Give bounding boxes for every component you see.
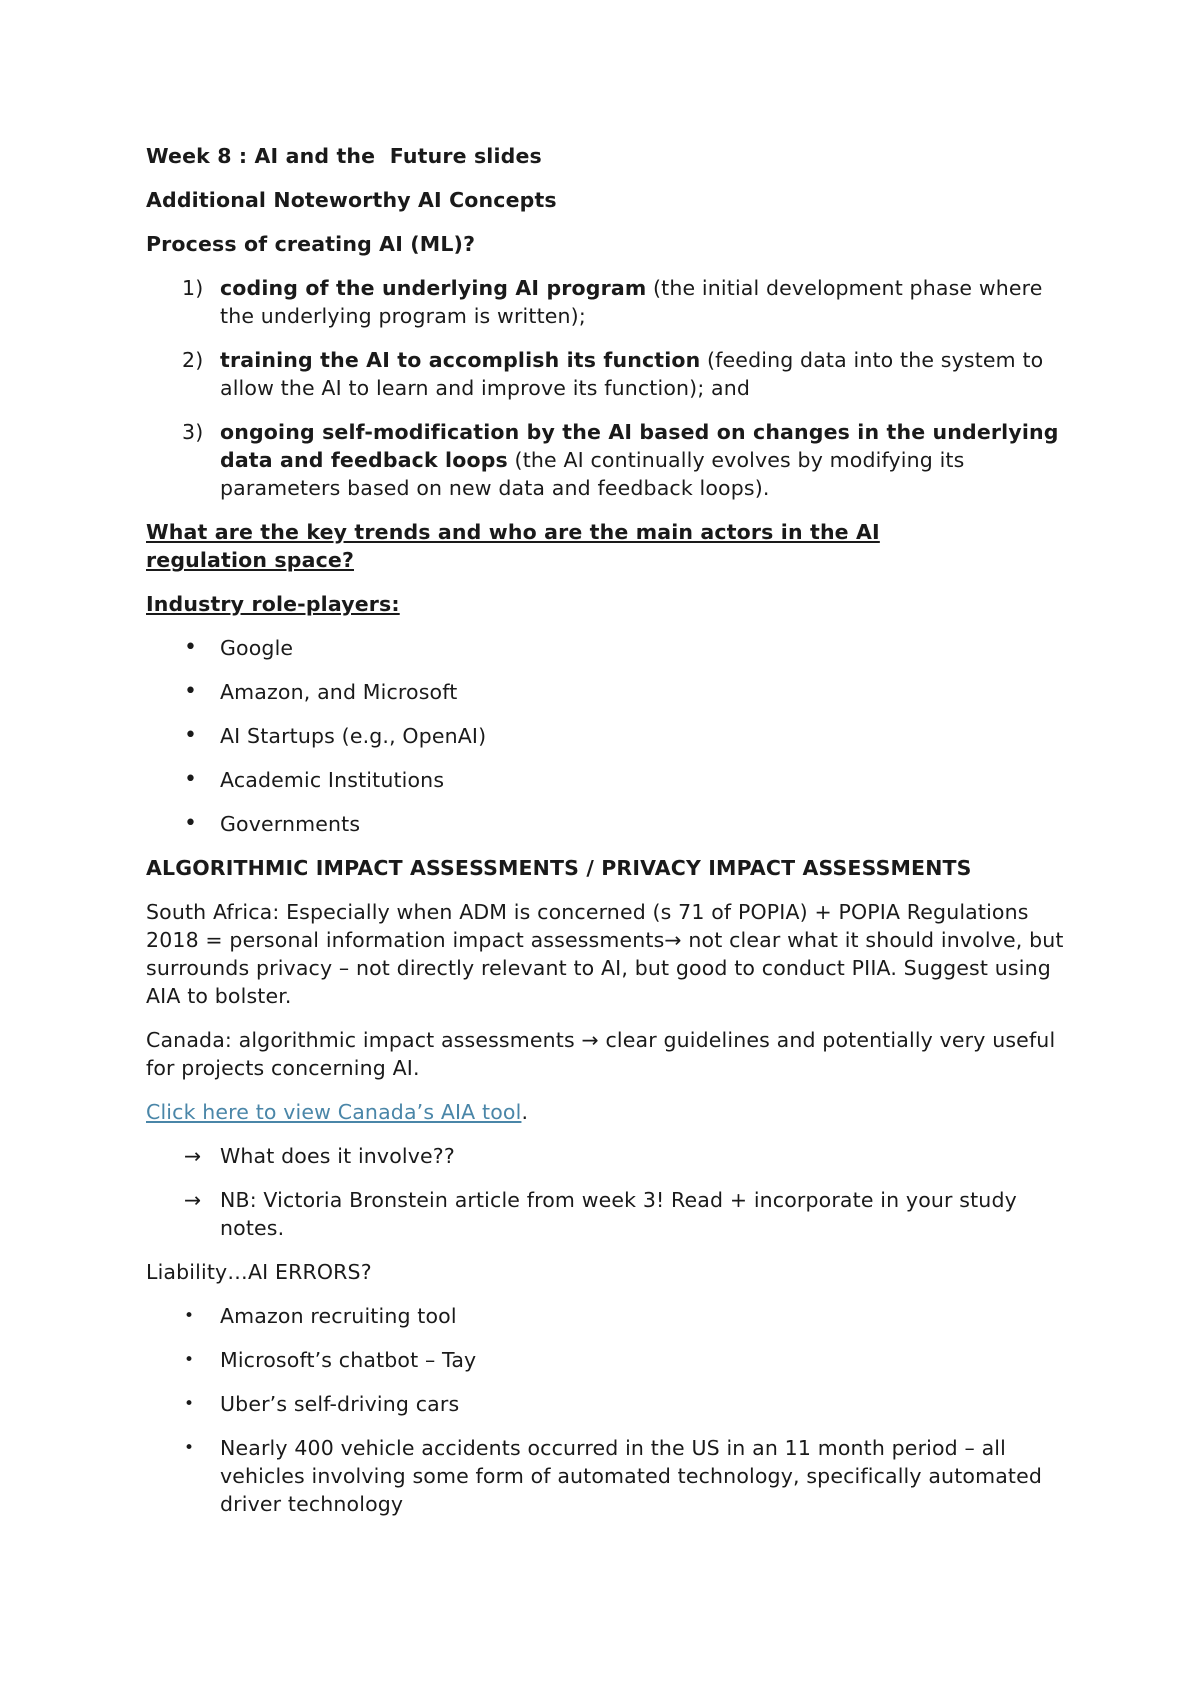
list-item-text: Microsoft’s chatbot – Tay [220, 1348, 477, 1372]
list-item [146, 810, 1066, 838]
list-number: 1) [182, 276, 204, 300]
list-number: 2) [182, 348, 204, 372]
step-text: (feeding data into the system to allow the AI to learn and improve its function); and [220, 348, 1044, 400]
canada-aia-tool-link[interactable]: Click here to view Canada’s AIA tool [146, 1100, 522, 1124]
process-list [146, 274, 1066, 502]
document-body [146, 142, 1066, 1534]
bullet-icon: • [184, 679, 198, 704]
list-item [146, 722, 1066, 750]
step-bold-text: coding of the underlying AI program [220, 276, 647, 300]
bullet-icon: • [184, 1438, 195, 1458]
bullet-icon: • [184, 1394, 195, 1414]
bullet-icon: • [184, 811, 198, 836]
list-item [146, 1186, 1066, 1242]
arrow-list [146, 1142, 1066, 1242]
list-item-text: What does it involve?? [220, 1144, 455, 1168]
process-heading: Process of creating AI (ML)? [146, 232, 476, 256]
list-item-text: Google [220, 636, 294, 660]
step-bold-text: training the AI to accomplish its function [220, 348, 701, 372]
list-item-text: NB: Victoria Bronstein article from week 3! Read + incorporate in your study notes. [220, 1188, 1017, 1240]
list-item [146, 678, 1066, 706]
assessments-heading: ALGORITHMIC IMPACT ASSESSMENTS / PRIVACY IMPACT ASSESSMENTS [146, 856, 972, 880]
bullet-icon: • [184, 767, 198, 792]
list-item-text: Governments [220, 812, 361, 836]
step-text: (the AI continually evolves by modifying its parameters based on new data and feedback loops). [220, 448, 965, 500]
list-item [146, 1390, 1066, 1418]
list-item [146, 1302, 1066, 1330]
step-bold-text: ongoing self-modification by the AI based on changes in the underlying data and feedback loops [220, 420, 1059, 472]
list-item [146, 346, 1066, 402]
section-subtitle: Additional Noteworthy AI Concepts [146, 188, 557, 212]
bullet-icon: • [184, 723, 198, 748]
list-item [146, 766, 1066, 794]
list-item [146, 418, 1066, 502]
trends-heading: What are the key trends and who are the main actors in the AI regulation space? [146, 520, 880, 572]
list-item-text: Uber’s self-driving cars [220, 1392, 460, 1416]
link-suffix: . [521, 1100, 529, 1124]
liability-heading: Liability…AI ERRORS? [146, 1260, 372, 1284]
liability-list [146, 1302, 1066, 1518]
canada-paragraph: Canada: algorithmic impact assessments → clear guidelines and potentially very useful for projects concerning AI. [146, 1028, 1056, 1080]
link-paragraph [146, 1098, 1066, 1126]
page-title: Week 8 : AI and the Future slides [146, 144, 542, 168]
list-item [146, 274, 1066, 330]
list-item-text: Academic Institutions [220, 768, 445, 792]
bullet-icon: • [184, 635, 198, 660]
list-item [146, 1434, 1066, 1518]
list-item-text: AI Startups (e.g., OpenAI) [220, 724, 487, 748]
arrow-right-icon: → [184, 1144, 202, 1168]
bullet-icon: • [184, 1306, 195, 1326]
list-item [146, 1346, 1066, 1374]
bullet-icon: • [184, 1350, 195, 1370]
list-item-text: Amazon, and Microsoft [220, 680, 458, 704]
south-africa-paragraph: South Africa: Especially when ADM is concerned (s 71 of POPIA) + POPIA Regulations 2018 = personal information impact assessments→ not clear what it should involve, but surrounds privacy – not directly relevant to AI, but good to conduct PIIA. Suggest using AIA to bolster. [146, 900, 1064, 1008]
step-text: (the initial development phase where the underlying program is written); [220, 276, 1043, 328]
list-item [146, 634, 1066, 662]
list-item-text: Amazon recruiting tool [220, 1304, 457, 1328]
list-item [146, 1142, 1066, 1170]
arrow-right-icon: → [184, 1188, 202, 1212]
list-number: 3) [182, 420, 204, 444]
list-item-text: Nearly 400 vehicle accidents occurred in the US in an 11 month period – all vehicles involving some form of automated technology, specifically automated driver technology [220, 1436, 1043, 1516]
industry-list [146, 634, 1066, 838]
industry-heading: Industry role-players: [146, 592, 400, 616]
